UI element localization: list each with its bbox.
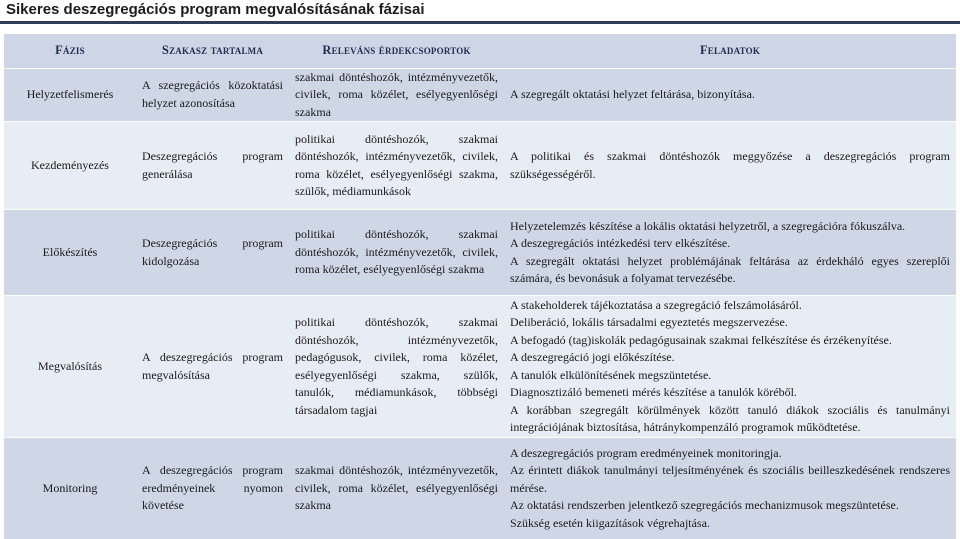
task-item: Helyzetelemzés készítése a lokális oktatási helyzetről, a szegregációra fókuszálva. (510, 218, 906, 233)
table-row (4, 210, 956, 296)
stakeholders-cell: politikai döntéshozók, szakmai döntéshozók, intézményvezetők, civilek, roma közélet, esélyegyenlőségi szakma, szülők, médiamunkások (289, 122, 504, 210)
tasks-cell (504, 438, 956, 539)
phase-cell: Megvalósítás (4, 296, 136, 438)
task-item: Diagnosztizáló bemeneti mérés készítése a tanulók köréből. (510, 385, 797, 399)
table-row (4, 296, 956, 438)
tasks-cell (504, 296, 956, 438)
content-cell: A deszegregációs program eredményeinek nyomon követése (136, 438, 289, 539)
task-item: A korábban szegregált körülmények között tanuló diákok szociális és tanulmányi integrációjának biztosítása, hátránykompenzáló programok működtetése. (510, 402, 950, 434)
task-item: A politikai és szakmai döntéshozók meggyőzése a deszegregációs program szükségességéről. (510, 149, 950, 181)
header-content: Szakasz tartalma (136, 34, 289, 68)
content-cell: Deszegregációs program kidolgozása (136, 210, 289, 296)
table-row (4, 122, 956, 210)
phase-cell: Kezdeményezés (4, 122, 136, 210)
task-item: A deszegregációs program eredményeinek monitoringja. (510, 445, 782, 460)
task-item: Szükség esetén kiigazítások végrehajtása. (510, 515, 710, 530)
content-cell: A deszegregációs program megvalósítása (136, 296, 289, 438)
header-row (4, 34, 956, 68)
phase-cell: Helyzetfelismerés (4, 68, 136, 122)
task-item: A tanulók elkülönítésének megszüntetése. (510, 367, 712, 382)
stakeholders-cell: politikai döntéshozók, szakmai döntéshozók, intézményvezetők, civilek, roma közélet, esélyegyenlőségi szakma (289, 210, 504, 296)
task-item: A szegregált oktatási helyzet feltárása, bizonyítása. (510, 87, 755, 101)
header-stakeholders: Releváns érdekcsoportok (289, 34, 504, 68)
phase-cell: Előkészítés (4, 210, 136, 296)
task-item: Deliberáció, lokális társadalmi egyeztetés megszervezése. (510, 315, 788, 329)
content-cell: Deszegregációs program generálása (136, 122, 289, 210)
phases-table (4, 34, 956, 539)
content-cell: A szegregációs közoktatási helyzet azonosítása (136, 68, 289, 122)
stakeholders-cell: szakmai döntéshozók, intézményvezetők, civilek, roma közélet, esélyegyenlőségi szakma (289, 438, 504, 539)
tasks-cell (504, 68, 956, 122)
stakeholders-cell: szakmai döntéshozók, intézményvezetők, civilek, roma közélet, esélyegyenlőségi szakma (289, 68, 504, 122)
header-tasks: Feladatok (504, 34, 956, 68)
task-item: A stakeholderek tájékoztatása a szegregáció felszámolásáról. (510, 297, 802, 312)
task-item: Az oktatási rendszerben jelentkező szegregációs mechanizmusok megszüntetése. (510, 498, 899, 513)
page-title: Sikeres deszegregációs program megvalósításának fázisai (6, 1, 425, 18)
stakeholders-cell: politikai döntéshozók, szakmai döntéshozók, intézményvezetők, pedagógusok, civilek, roma közélet, esélyegyenlőségi szakma, szülők, tanulók, médiamunkások, többségi társadalom tagjai (289, 296, 504, 438)
task-item: A szegregált oktatási helyzet problémájának feltárása az érdekháló egyes szereplői számára, és bevonásuk a folyamat tervezésébe. (510, 253, 950, 285)
table-row (4, 68, 956, 122)
header-phase: Fázis (4, 34, 136, 68)
task-item: A deszegregáció jogi előkészítése. (510, 350, 675, 364)
phase-cell: Monitoring (4, 438, 136, 539)
task-item: Az érintett diákok tanulmányi teljesítményének és szociális beilleszkedésének rendszeres mérése. (510, 463, 950, 495)
task-item: A deszegregációs intézkedési terv elkészítése. (510, 236, 731, 250)
task-item: A befogadó (tag)iskolák pedagógusainak szakmai felkészítése és érzékenyítése. (510, 332, 892, 347)
tasks-cell (504, 122, 956, 210)
table-row (4, 438, 956, 539)
tasks-cell (504, 210, 956, 296)
title-bar (0, 0, 960, 24)
